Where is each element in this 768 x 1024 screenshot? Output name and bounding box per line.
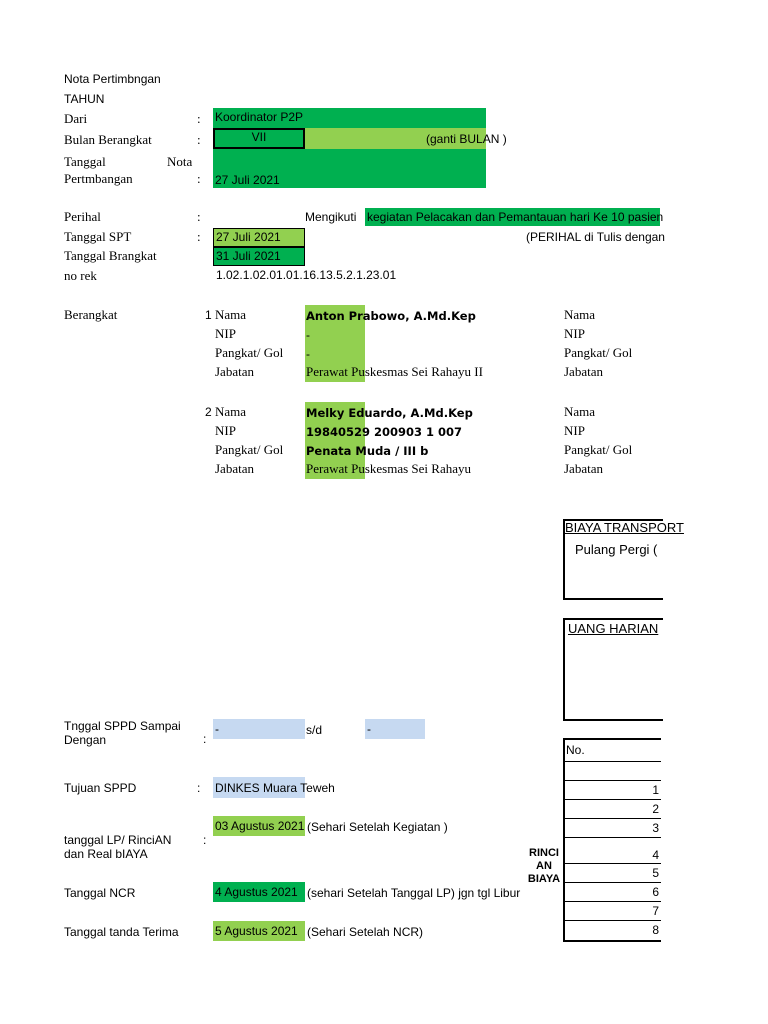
rincian-row: 6 [565, 883, 661, 902]
tujuan-label: Tujuan SPPD [64, 781, 137, 795]
colon: : [197, 132, 201, 147]
rincian-row: 8 [652, 923, 659, 937]
person-2-pangkat: Penata Muda / III b [306, 444, 429, 458]
colon: : [197, 229, 201, 244]
person-field-label: Pangkat/ Gol [564, 442, 633, 457]
person-field-label: Pangkat/ Gol [564, 345, 633, 360]
rincian-row: 4 [565, 838, 661, 864]
berangkat-label: Berangkat [64, 307, 118, 322]
person-field-label: Nama [564, 307, 596, 322]
lp-value: 03 Agustus 2021 [213, 816, 305, 836]
rincian-biaya-label: RINCI AN BIAYA [527, 847, 561, 885]
person-field-label: Jabatan [215, 461, 254, 476]
tanggal-nota-value: 27 Juli 2021 [215, 173, 280, 187]
sppd-tanggal-label: Tnggal SPPD Sampai [64, 719, 181, 733]
biaya-transport-title: BIAYA TRANSPORT [565, 520, 684, 535]
person-field-label: Jabatan [564, 461, 603, 476]
person-2-jabatan: Perawat Puskesmas Sei Rahayu [306, 461, 472, 476]
person-1-pangkat: - [306, 347, 310, 361]
tahun-label: TAHUN [64, 92, 105, 106]
bulan-note: (ganti BULAN ) [426, 132, 507, 146]
rincian-row: 5 [565, 864, 661, 883]
terima-label: Tanggal tanda Terima [64, 925, 179, 939]
colon: : [197, 171, 201, 186]
rincian-row: 2 [565, 800, 661, 819]
person-field-label: Jabatan [564, 364, 603, 379]
rincian-table [563, 738, 661, 942]
colon: : [203, 833, 207, 847]
tujuan-value: DINKES Muara Teweh [215, 781, 335, 795]
tanggal-brangkat-label: Tanggal Brangkat [64, 248, 157, 263]
rincian-row: 7 [565, 902, 661, 921]
rincian-header: No. [565, 740, 661, 762]
person-field-label: NIP [215, 326, 236, 341]
rincian-row [565, 762, 661, 781]
sppd-tanggal-from: - [213, 719, 305, 739]
ncr-label: Tanggal NCR [64, 886, 136, 900]
tanggal-nota-label: Tanggal [64, 154, 106, 169]
tanggal-spt-label: Tanggal SPT [64, 229, 132, 244]
person-2-nama: Melky Eduardo, A.Md.Kep [306, 406, 473, 420]
person-field-label: Pangkat/ Gol [215, 345, 284, 360]
tanggal-brangkat-value: 31 Juli 2021 [213, 247, 305, 266]
uang-harian-title: UANG HARIAN [568, 621, 659, 636]
person-2-number: 2 [205, 405, 212, 419]
document-title: Nota Pertimbngan [64, 72, 161, 86]
perihal-value: kegiatan Pelacakan dan Pemantauan hari Ke 10 pasien [367, 210, 664, 224]
lp-label-2: dan Real bIAYA [64, 847, 148, 861]
bulan-label: Bulan Berangkat [64, 132, 152, 147]
person-field-label: Pangkat/ Gol [215, 442, 284, 457]
colon: : [197, 209, 201, 224]
dari-value: Koordinator P2P [213, 108, 486, 128]
dari-label: Dari [64, 111, 88, 126]
perihal-prefix: Mengikuti [305, 210, 357, 224]
perihal-label: Perihal [64, 209, 101, 224]
person-1-nama: Anton Prabowo, A.Md.Kep [306, 309, 476, 323]
norek-value: 1.02.1.02.01.01.16.13.5.2.1.23.01 [216, 268, 397, 282]
lp-note: (Sehari Setelah Kegiatan ) [307, 820, 448, 834]
sppd-tanggal-label-2: Dengan [64, 733, 107, 747]
person-1-number: 1 [205, 308, 212, 322]
person-field-label: NIP [564, 326, 585, 341]
person-field-label: Nama [564, 404, 596, 419]
lp-label: tanggal LP/ RinciAN [64, 833, 172, 847]
colon: : [203, 732, 207, 746]
person-2-nip: 19840529 200903 1 007 [306, 425, 463, 439]
rincian-row: 3 [565, 819, 661, 838]
person-field-label: Jabatan [215, 364, 254, 379]
person-field-label: NIP [215, 423, 236, 438]
person-field-label: Nama [215, 404, 247, 419]
tanggal-nota-label-nota: Nota [167, 154, 193, 169]
colon: : [197, 781, 201, 795]
ncr-note: (sehari Setelah Tanggal LP) jgn tgl Libur [307, 886, 521, 900]
sppd-tanggal-to: - [365, 719, 425, 739]
person-field-label: Nama [215, 307, 247, 322]
person-field-label: NIP [564, 423, 585, 438]
terima-note: (Sehari Setelah NCR) [307, 925, 424, 939]
terima-value: 5 Agustus 2021 [213, 921, 305, 941]
sppd-sd: s/d [306, 723, 323, 737]
tanggal-spt-value: 27 Juli 2021 [213, 228, 305, 247]
rincian-row: 1 [565, 781, 661, 800]
person-1-jabatan: Perawat Puskesmas Sei Rahayu II [306, 364, 483, 379]
ncr-value: 4 Agustus 2021 [213, 882, 305, 902]
biaya-transport-sub: Pulang Pergi ( [575, 542, 658, 557]
norek-label: no rek [64, 268, 97, 283]
colon: : [197, 111, 201, 126]
tanggal-nota-label-2: Pertmbangan [64, 171, 133, 186]
perihal-note: (PERIHAL di Tulis dengan [526, 230, 665, 244]
person-1-nip: - [306, 328, 310, 342]
bulan-value: VII [213, 128, 305, 149]
